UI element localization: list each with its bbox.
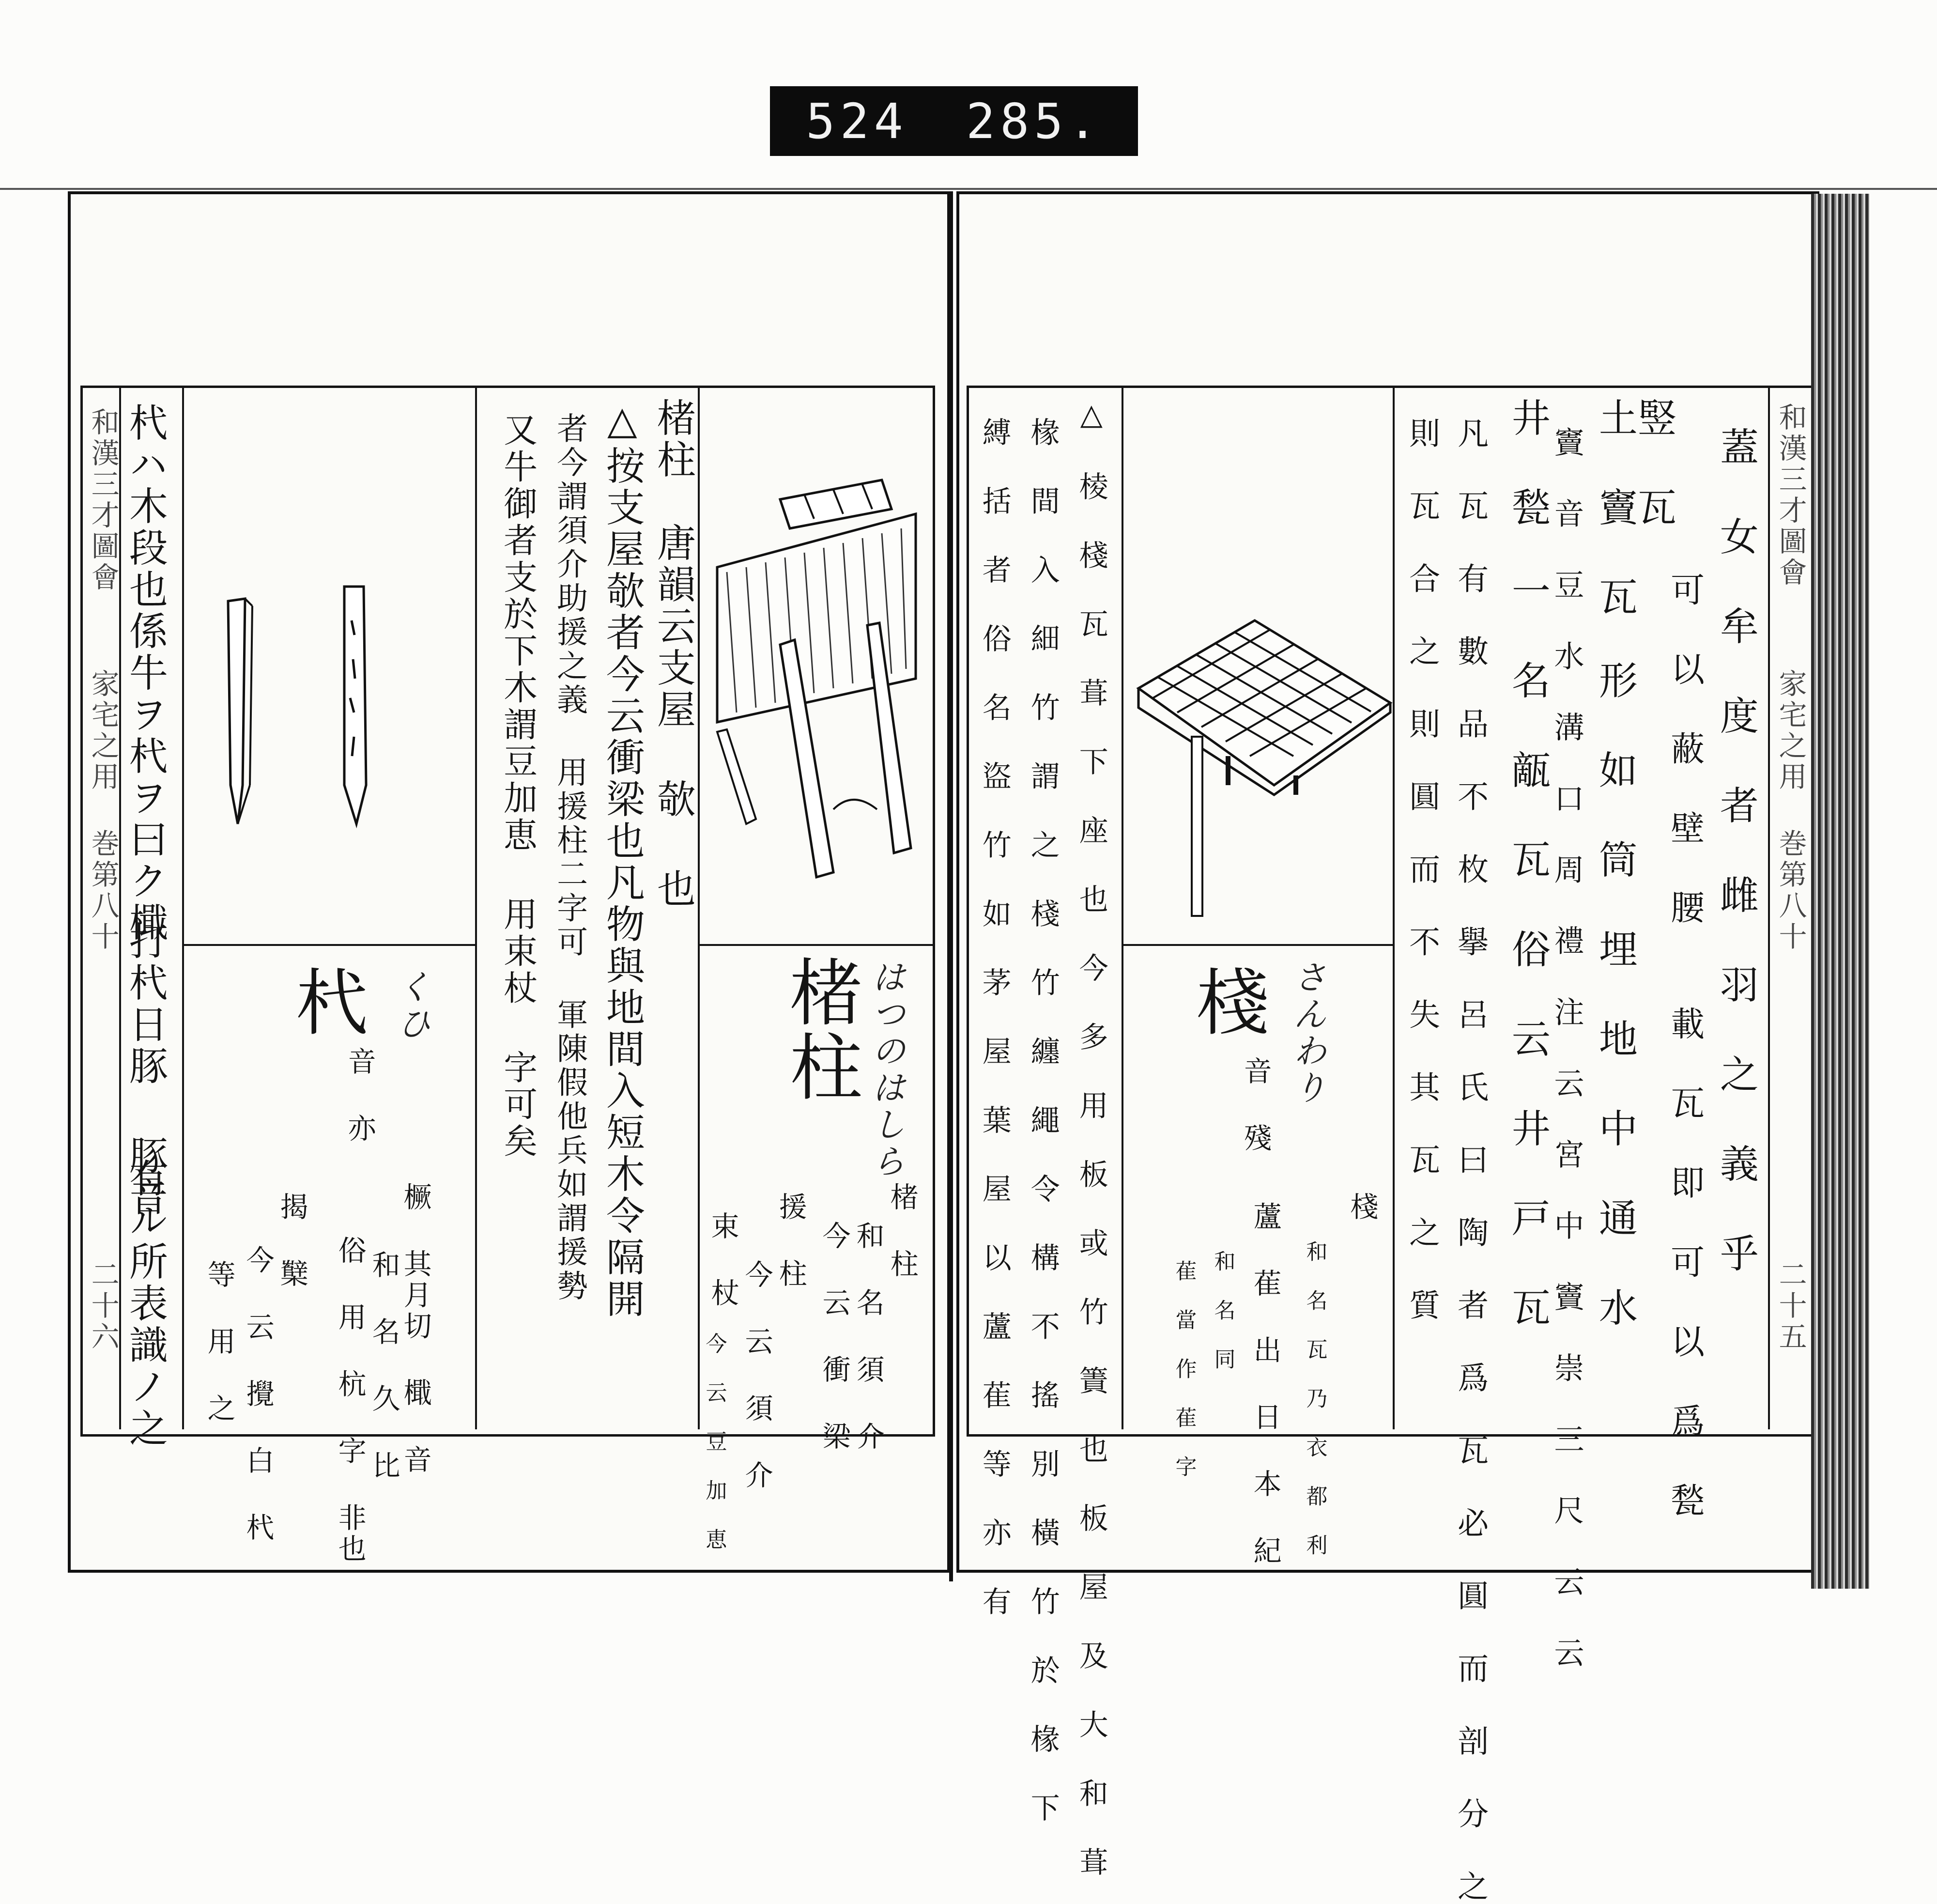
tile-line-1: 蓋 女 牟 度 者 雌 羽 之 義 乎 [1713, 427, 1759, 1275]
sen-line-2: 椽 間 入 細 竹 謂 之 棧 竹 纏 繩 令 構 不 搖 別 橫 竹 於 椽 下 [1026, 417, 1060, 1825]
right-margin-folio: 二十五 [1774, 1260, 1807, 1353]
sen-kana-reading: さんわり [1287, 960, 1327, 1107]
right-margin-volume: 家宅之用 巻第八十 [1774, 669, 1807, 953]
sen-illustration-divider [1122, 944, 1393, 946]
kui-illustration-divider [182, 944, 475, 946]
hokahashira-line-3: 者今謂須介助援之義 用援柱二字可 軍陳假他兵如謂援勢 [552, 412, 588, 1303]
left-page [68, 191, 950, 1573]
sen-note-1: 棧 [1345, 1192, 1379, 1223]
kui-line-1: 杙ハ木段也係牛ヲ杙ヲ曰ク檝 [123, 402, 168, 944]
kui-note-5: 今 云 攪 白 杙 [241, 1245, 275, 1544]
sen-note-2: 和 名 瓦 乃 衣 都 利 [1302, 1240, 1327, 1557]
sen-note-3: 蘆 萑 出 日 本 紀 [1248, 1202, 1282, 1567]
left-margin-volume: 家宅之用 巻第八十 [86, 669, 120, 953]
kui-note-2: 俗 用 杭 字 非也 [333, 1236, 367, 1565]
tile-line-3: 竪 瓦 [1631, 398, 1676, 529]
hokahashira-illustration [707, 470, 930, 887]
kui-kana-reading: くひ [391, 969, 431, 1043]
kui-note-4: 揭 櫱 [275, 1192, 308, 1290]
sen-lattice-roof-illustration [1129, 591, 1400, 930]
sen-on-reading: 音 殘 [1239, 1056, 1272, 1154]
kui-stakes-illustration [199, 582, 431, 853]
hokahashira-line-2: △按支屋欹者今云衝梁也凡物與地間入短木令隔開 [600, 398, 645, 1320]
right-margin-divider [1768, 388, 1770, 1429]
sen-line-3: 縛 括 者 俗 名 盜 竹 如 茅 屋 葉 屋 以 蘆 萑 等 亦 有 [977, 417, 1012, 1618]
hokahashira-line-1: 楮柱 唐韻云支屋 欹 也 [650, 398, 696, 910]
hokahashira-big-characters: 楮柱 [777, 955, 861, 1104]
left-margin-title: 和漢三才圖會 [86, 407, 120, 593]
kui-on-reading: 音 亦 [343, 1047, 376, 1145]
tile-line-6: 井 甃 一 名 甋 瓦 俗 云 井 戸 瓦 [1505, 398, 1551, 1329]
kui-note-6: 等 用 之 [202, 1260, 236, 1424]
catalog-left-number: 524 [806, 93, 908, 150]
catalog-label [770, 86, 1138, 156]
sen-big-character: 棧 [1184, 964, 1268, 1039]
left-page-frame [80, 386, 935, 1565]
hokahashira-note-6: 束 杖 [706, 1211, 739, 1309]
sen-note-4: 和 名 同 [1210, 1250, 1235, 1371]
catalog-right-number: 285. [966, 93, 1102, 150]
tile-line-8: 則 瓦 合 之 則 圓 而 不 失 其 瓦 之 質 [1404, 417, 1440, 1323]
hokahashira-note-3: 今 云 衝 梁 [817, 1221, 851, 1453]
kui-big-character: 杙 [283, 964, 368, 1039]
kui-note-1: 橛 其月切 檝 音 [399, 1182, 432, 1476]
kui-line-3: 有ル所表識ノ之 [123, 1158, 168, 1450]
scan-top-line [0, 188, 1937, 190]
book-fore-edge [1811, 194, 1869, 1589]
hokahashira-kana-reading: はつのはしら [866, 960, 906, 1180]
kui-line-2: 打杙日豚 豚音 [123, 921, 168, 1219]
tile-line-5: 竇 音 豆 水 溝 口 周 禮 注 云 宮 中 竇 崇 三 尺 云 云 [1549, 427, 1584, 1670]
kui-section-divider [475, 388, 477, 1429]
hokahashira-illustration-divider [698, 944, 933, 946]
kui-text-divider [182, 388, 184, 1429]
left-margin-folio: 二十六 [86, 1260, 120, 1353]
hokahashira-note-1: 楮 柱 [885, 1182, 919, 1280]
sen-line-1: △ 棱 棧 瓦 葺 下 座 也 今 多 用 板 或 竹 簀 也 板 屋 及 大 和 葺 [1074, 398, 1108, 1879]
right-margin-title: 和漢三才圖會 [1774, 402, 1807, 588]
hokahashira-note-7: 今 云 豆 加 恵 [702, 1332, 727, 1551]
left-margin-divider [119, 388, 121, 1429]
book-gutter [949, 191, 953, 1581]
right-page [956, 191, 1819, 1904]
hokahashira-note-2: 和 名 須 介 [851, 1221, 885, 1453]
hokahashira-note-5: 今 云 須 介 [740, 1260, 773, 1491]
tile-line-4: 土 竇 瓦 形 如 筒 埋 地 中 通 水 [1592, 398, 1638, 1329]
tile-line-7: 凡 瓦 有 數 品 不 枚 擧 呂 氏 曰 陶 者 爲 瓦 必 圓 而 剖 分 之 [1452, 417, 1489, 1904]
sen-section-divider [1393, 388, 1395, 1429]
kui-note-3: 和 名 久 比 [367, 1250, 400, 1482]
sen-note-5: 萑 當 作 萑 字 [1171, 1260, 1197, 1478]
hokahashira-text-divider [698, 388, 700, 1429]
hokahashira-note-4: 援 柱 [774, 1192, 807, 1290]
hokahashira-line-4: 又牛御者支於下木謂豆加恵 用束杖 字可矣 [498, 412, 538, 1160]
sen-text-divider [1122, 388, 1123, 1429]
tile-line-2: 可 以 蔽 壁 腰 載 瓦 即 可 以 爲 甃 [1665, 572, 1705, 1519]
right-page-frame [967, 386, 1814, 1904]
